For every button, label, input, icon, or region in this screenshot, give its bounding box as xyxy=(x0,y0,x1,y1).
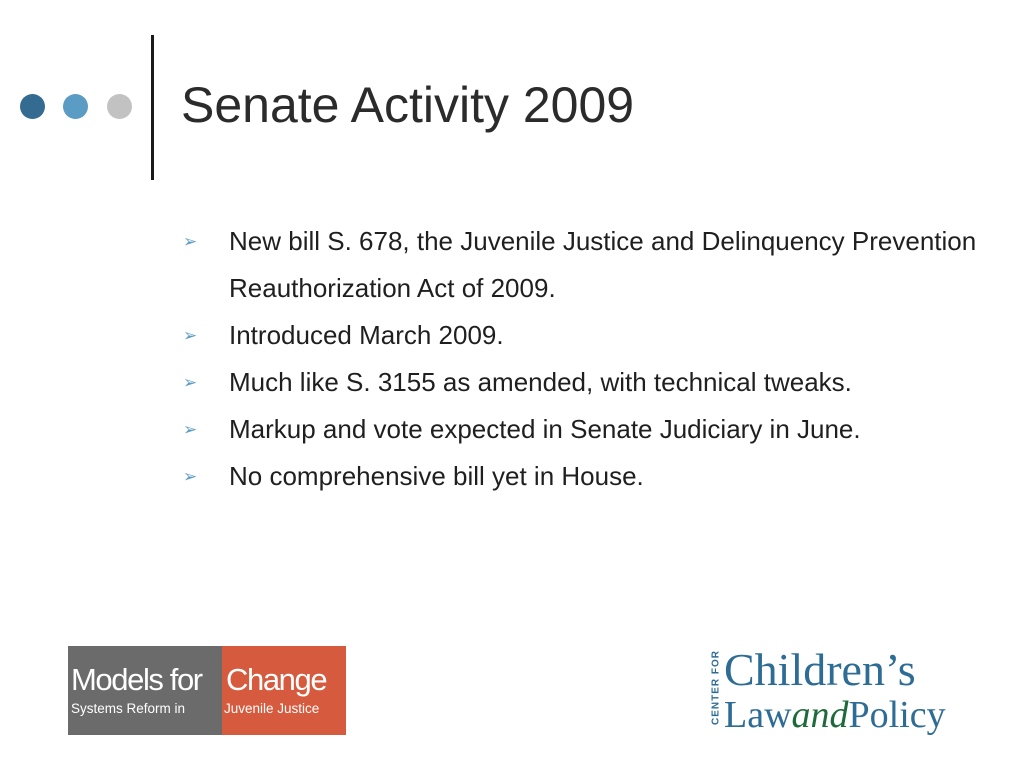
mfc-logo-line2-right: Juvenile Justice xyxy=(224,701,320,716)
cclp-logo-line2 xyxy=(724,696,946,734)
bullet-text: Introduced March 2009. xyxy=(229,320,504,350)
mfc-logo-line1-right: Change xyxy=(226,662,327,697)
cclp-logo-line1: Children’s xyxy=(724,644,916,695)
slide-title: Senate Activity 2009 xyxy=(181,77,635,133)
cclp-logo-law: Law xyxy=(724,694,792,736)
bullet-text: Markup and vote expected in Senate Judiciary in June. xyxy=(229,414,861,444)
arrow-bullet-icon: ➢ xyxy=(183,373,198,392)
bullet-item xyxy=(183,218,1003,312)
bullet-item xyxy=(183,359,1003,406)
title-divider xyxy=(151,35,154,180)
arrow-bullet-icon: ➢ xyxy=(183,467,198,486)
arrow-bullet-icon: ➢ xyxy=(183,420,198,439)
cclp-logo-and: and xyxy=(791,694,849,736)
models-for-change-logo xyxy=(68,646,346,735)
bullet-item xyxy=(183,312,1003,359)
dark-blue-dot xyxy=(20,94,45,119)
bullet-text: No comprehensive bill yet in House. xyxy=(229,461,644,491)
mfc-logo-line2-left: Systems Reform in xyxy=(71,701,186,716)
bullet-item xyxy=(183,406,1003,453)
bullet-text: Much like S. 3155 as amended, with technical tweaks. xyxy=(229,367,852,397)
bullet-item xyxy=(183,453,1003,500)
mfc-logo-right-panel xyxy=(222,646,346,735)
cclp-logo-policy: Policy xyxy=(848,694,946,736)
bullet-text: New bill S. 678, the Juvenile Justice and Delinquency Prevention Reauthorization Act of 2009. xyxy=(229,226,977,303)
center-for-childrens-law-and-policy-logo xyxy=(706,644,986,742)
arrow-bullet-icon: ➢ xyxy=(183,232,198,251)
gray-dot xyxy=(107,94,132,119)
mfc-logo-line1-left: Models for xyxy=(71,662,202,697)
arrow-bullet-icon: ➢ xyxy=(183,326,198,345)
light-blue-dot xyxy=(63,94,88,119)
cclp-logo-side-text: CENTER FOR xyxy=(710,650,722,725)
bullet-list xyxy=(183,218,1003,500)
mfc-logo-left-panel xyxy=(68,646,222,735)
